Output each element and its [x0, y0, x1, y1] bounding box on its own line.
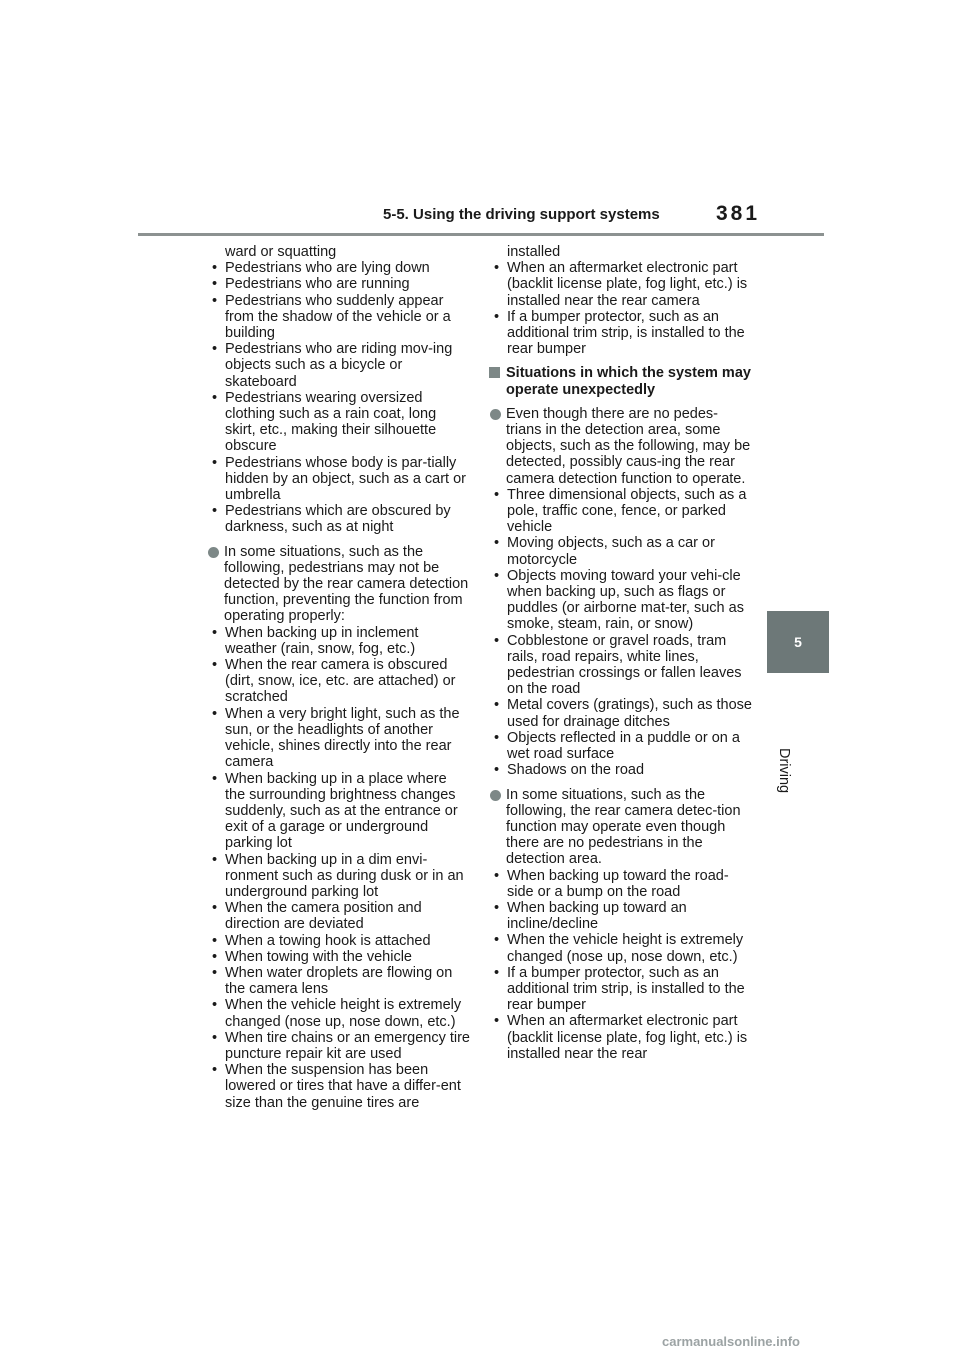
list-item: • Objects reflected in a puddle or on a wet road surface: [488, 730, 752, 762]
list-item: • Pedestrians who are lying down: [206, 260, 470, 276]
list-item: • When the rear camera is obscured (dirt, snow, ice, etc. are attached) or scratched: [206, 657, 470, 706]
list-item: • Objects moving toward your vehi-cle when backing up, such as flags or puddles (or airborne mat-ter, such as smoke, steam, rain, or snow): [488, 568, 752, 633]
page-number: 381: [716, 202, 761, 225]
list-item: • Moving objects, such as a car or motorcycle: [488, 535, 752, 567]
chapter-tab[interactable]: 5: [767, 611, 829, 673]
list-item: • When tire chains or an emergency tire puncture repair kit are used: [206, 1030, 470, 1062]
list-item: • When backing up in a dim envi-ronment such as during dusk or in an underground parking lot: [206, 852, 470, 901]
list-item: • When the suspension has been lowered or tires that have a differ-ent size than the genuine tires are: [206, 1062, 470, 1111]
list-item: • Cobblestone or gravel roads, tram rails, road repairs, white lines, pedestrian crossings or fallen leaves on the road: [488, 633, 752, 698]
list-item: • When an aftermarket electronic part (backlit license plate, fog light, etc.) is installed near the rear camera: [488, 260, 752, 309]
watermark: carmanualsonline.info: [662, 1334, 800, 1349]
bullet-list: [488, 487, 752, 779]
section-heading: Situations in which the system may operate unexpectedly: [488, 365, 752, 397]
list-item: • When water droplets are flowing on the camera lens: [206, 965, 470, 997]
list-item: • Three dimensional objects, such as a pole, traffic cone, fence, or parked vehicle: [488, 487, 752, 536]
list-item: • When a towing hook is attached: [206, 933, 470, 949]
continued-text: installed: [507, 244, 561, 260]
bullet-list: [488, 868, 752, 1062]
list-item: • Pedestrians who are running: [206, 276, 470, 292]
list-item: • Pedestrians who suddenly appear from the shadow of the vehicle or a building: [206, 293, 470, 342]
list-item: • Pedestrians which are obscured by darkness, such as at night: [206, 503, 470, 535]
list-item: • When backing up toward the road-side or a bump on the road: [488, 868, 752, 900]
bullet-list: [206, 625, 470, 1111]
list-item: • When backing up in inclement weather (rain, snow, fog, etc.): [206, 625, 470, 657]
list-item: • When backing up in a place where the surrounding brightness changes suddenly, such as at the entrance or exit of a garage or underground parking lot: [206, 771, 470, 852]
list-item: • Pedestrians wearing oversized clothing such as a rain coat, long skirt, etc., making their silhouette obscure: [206, 390, 470, 455]
continued-text: ward or squatting: [225, 244, 337, 260]
circle-paragraph: In some situations, such as the following, pedestrians may not be detected by the rear camera detection function, preventing the function from operating properly:: [206, 544, 470, 625]
chapter-side-label: [770, 680, 830, 794]
list-item: • When the vehicle height is extremely changed (nose up, nose down, etc.): [488, 932, 752, 964]
list-item: • Shadows on the road: [488, 762, 752, 778]
left-column: [206, 244, 470, 1111]
bullet-list: [206, 260, 470, 535]
list-item: • Pedestrians who are riding mov-ing objects such as a bicycle or skateboard: [206, 341, 470, 390]
list-item: • When towing with the vehicle: [206, 949, 470, 965]
list-item: • If a bumper protector, such as an additional trim strip, is installed to the rear bumper: [488, 965, 752, 1014]
list-item: • When backing up toward an incline/decline: [488, 900, 752, 932]
list-item: • Metal covers (gratings), such as those used for drainage ditches: [488, 697, 752, 729]
list-item: • When the camera position and direction are deviated: [206, 900, 470, 932]
circle-paragraph: In some situations, such as the following, the rear camera detec-tion function may operate even though there are no pedestrians in the detection area.: [488, 787, 752, 868]
chapter-title: Driving: [776, 748, 792, 794]
list-item: • When a very bright light, such as the sun, or the headlights of another vehicle, shines directly into the rear camera: [206, 706, 470, 771]
header-divider: [138, 233, 824, 236]
right-column: [488, 244, 752, 1062]
list-item: • When an aftermarket electronic part (backlit license plate, fog light, etc.) is installed near the rear: [488, 1013, 752, 1062]
list-item: • If a bumper protector, such as an additional trim strip, is installed to the rear bumper: [488, 309, 752, 358]
list-item: • When the vehicle height is extremely changed (nose up, nose down, etc.): [206, 997, 470, 1029]
bullet-list: [488, 260, 752, 357]
circle-paragraph: Even though there are no pedes-trians in the detection area, some objects, such as the following, may be detected, possibly caus-ing the rear camera detection function to operate.: [488, 406, 752, 487]
list-item: • Pedestrians whose body is par-tially hidden by an object, such as a cart or umbrella: [206, 455, 470, 504]
section-title: 5-5. Using the driving support systems: [383, 206, 660, 223]
